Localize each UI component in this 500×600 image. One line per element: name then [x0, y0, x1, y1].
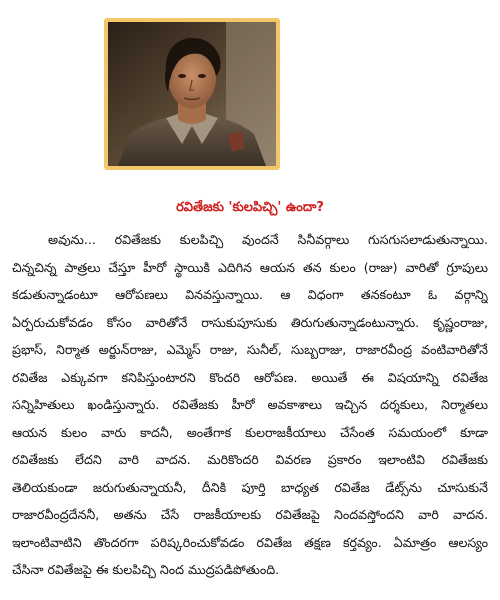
article-line: చిన్నచిన్న పాత్రలు చేస్తూ హీరో స్థాయికి ఎదిగిన ఆయన తన కులం (రాజు) వారితో గ్రూపులు — [12, 259, 488, 275]
article-line: చేసినా రవితేజపై ఈ కులపిచ్చి నింద ముద్రపడిపోతుంది. — [12, 562, 280, 577]
article-headline: రవితేజకు 'కులపిచ్చి' ఉందా? — [176, 200, 324, 215]
article-photo-frame — [104, 18, 280, 170]
article-body — [12, 226, 488, 584]
article-photo — [108, 22, 276, 166]
article-line: రవితేజకు లేదని వారి వాదన. మరికొందరి వివరణ ప్రకారం ఇలాంటివి రవితేజకు — [12, 452, 488, 467]
article-line: ఏర్పరుచుకోవడం కోసం వారితోనే రాసుకుపూసుకు తిరుగుతున్నాడంటున్నారు. కృష్ణంరాజు, — [12, 314, 488, 330]
article-line: అవును... రవితేజకు కులపిచ్చి వుందనే సినీవర్గాలు గుసగుసలాడుతున్నాయి. — [48, 232, 488, 247]
article-line: తెలియకుండా జరుగుతున్నాయనీ, దీనికి పూర్తి బాధ్యత రవితేజ డేట్స్‌ను చూసుకునే — [12, 479, 488, 495]
article-line: సన్నిహితులు ఖండిస్తున్నారు. రవితేజకు హీరో అవకాశాలు ఇచ్చిన దర్శకులు, నిర్మాతలు — [12, 397, 488, 412]
article-line: రవితేజ ఎక్కువగా కనిపిస్తుంటారని కొందరి ఆరోపణ. అయితే ఈ విషయాన్ని రవితేజ — [12, 369, 488, 385]
article-line: రాజారవీంద్రదేననీ, అతను చేసే రాజకీయాలకు రవితేజపై నిందవస్తోందని వారి వాదన. — [12, 507, 488, 522]
article-line: ఆయన కులం వారు కాదనీ, అంతేగాక కులరాజకీయాలు చేసేంత సమయంలో కూడా — [12, 424, 488, 440]
article-line: కడుతున్నాడంటూ ఆరోపణలు వినవస్తున్నాయి. ఆ విధంగా తనకంటూ ఓ వర్గాన్ని — [12, 287, 488, 302]
article-line: ఇలాంటివాటిని తొందరగా పరిష్కరించుకోవడం రవితేజ తక్షణ కర్తవ్యం. ఏమాత్రం ఆలస్యం — [12, 534, 488, 550]
article-line: ప్రభాస్, నిర్మాత అర్జున్‌రాజు, ఎమ్మెస్ రాజు, సునీల్, సుబ్బరాజు, రాజారవీంద్ర వంటివారితోనే — [12, 342, 488, 357]
